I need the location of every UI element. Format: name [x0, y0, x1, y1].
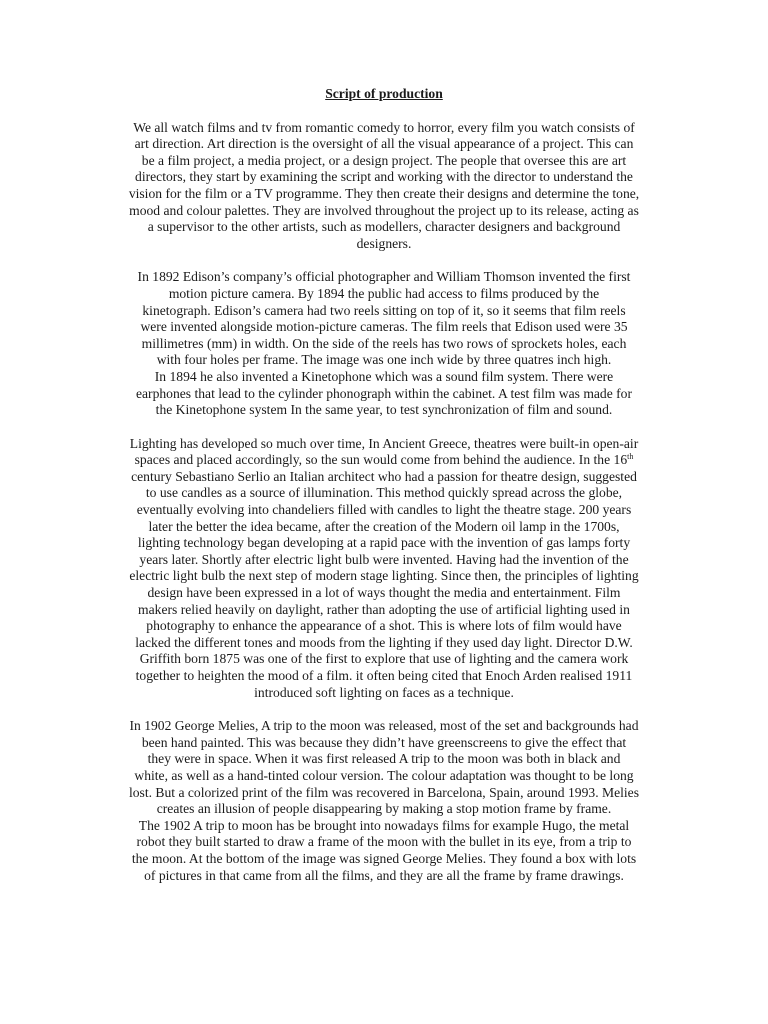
text-line: photography to enhance the appearance of a shot. This is where lots of film would have	[146, 618, 622, 634]
text-line: they were in space. When it was first released A trip to the moon was both in black and	[147, 751, 621, 767]
text-line: white, as well as a hand-tinted colour version. The colour adaptation was thought to be long	[134, 767, 634, 783]
text-line	[90, 452, 678, 469]
ordinal-superscript: th	[627, 452, 634, 462]
text-line: vision for the film or a TV programme. They then create their designs and determine the tone,	[128, 185, 640, 201]
document-page	[90, 86, 678, 901]
text-line: In 1894 he also invented a Kinetophone which was a sound film system. There were	[154, 368, 614, 384]
text-line: motion picture camera. By 1894 the public had access to films produced by the	[168, 285, 600, 301]
text-line: years later. Shortly after electric light bulb were invented. Having had the invention of the	[139, 551, 629, 567]
text-line: kinetograph. Edison’s camera had two reels sitting on top of it, so it seems that film reels	[142, 302, 626, 318]
text-line: lost. But a colorized print of the film was recovered in Barcelona, Spain, around 1993. Melies	[128, 784, 639, 800]
text-line: electric light bulb the next step of modern stage lighting. Since then, the principles of lighting	[129, 568, 639, 584]
text-line: eventually evolving into chandeliers filled with candles to light the theatre stage. 200 years	[136, 502, 632, 518]
text-line: designers.	[356, 235, 412, 251]
paragraph-melies	[90, 718, 678, 884]
text-line: In 1892 Edison’s company’s official photographer and William Thomson invented the first	[137, 269, 631, 285]
text-line: Lighting has developed so much over time, In Ancient Greece, theatres were built-in open-air	[129, 435, 639, 451]
text-line: of pictures in that came from all the films, and they are all the frame by frame drawings.	[144, 867, 624, 883]
text-line: robot they built started to draw a frame of the moon with the bullet in its eye, from a trip to	[136, 834, 632, 850]
paragraph-lighting	[90, 436, 678, 702]
text-line: Griffith born 1875 was one of the first to explore that use of lighting and the camera work	[139, 651, 629, 667]
text-line: art direction. Art direction is the oversight of all the visual appearance of a project. This can	[134, 136, 634, 152]
text-line: were invented alongside motion-picture cameras. The film reels that Edison used were 35	[140, 319, 628, 335]
text-line: makers relied heavily on daylight, rather than adopting the use of artificial lighting used in	[138, 601, 630, 617]
text-fragment: spaces and placed accordingly, so the sun would come from behind the audience. In the 16	[134, 452, 628, 468]
text-line: The 1902 A trip to moon has be brought into nowadays films for example Hugo, the metal	[138, 817, 630, 833]
text-line: lacked the different tones and moods from the lighting if they used day light. Director D.W.	[135, 634, 633, 650]
text-line: design have been expressed in a lot of ways thought the media and entertainment. Film	[147, 585, 621, 601]
document-title: Script of production	[325, 86, 443, 101]
text-line: be a film project, a media project, or a design project. The people that oversee this are art	[141, 152, 627, 168]
text-line: to use candles as a source of illumination. This method quickly spread across the globe,	[145, 485, 623, 501]
text-line: the moon. At the bottom of the image was signed George Melies. They found a box with lots	[131, 850, 637, 866]
text-line: later the better the idea became, after the creation of the Modern oil lamp in the 1700s,	[148, 518, 620, 534]
text-line: directors, they start by examining the script and working with the director to understand the	[135, 169, 633, 185]
text-line: lighting technology began developing at a rapid pace with the invention of gas lamps forty	[137, 535, 631, 551]
text-line: millimetres (mm) in width. On the side of the reels has two rows of sprockets holes, each	[141, 335, 627, 351]
text-line: mood and colour palettes. They are involved throughout the project up to its release, acting as	[129, 202, 639, 218]
text-line: introduced soft lighting on faces as a technique.	[254, 684, 514, 700]
text-line: been hand painted. This was because they didn’t have greenscreens to give the effect that	[141, 734, 627, 750]
paragraph-art-direction	[90, 120, 678, 253]
text-line: creates an illusion of people disappearing by making a stop motion frame by frame.	[156, 801, 612, 817]
text-line: a supervisor to the other artists, such as modellers, character designers and background	[147, 219, 621, 235]
text-line: In 1902 George Melies, A trip to the moon was released, most of the set and backgrounds had	[129, 718, 639, 734]
text-line: with four holes per frame. The image was one inch wide by three quatres inch high.	[156, 352, 612, 368]
text-line: We all watch films and tv from romantic comedy to horror, every film you watch consists of	[133, 119, 635, 135]
text-line: earphones that lead to the cylinder phonograph within the cabinet. A test film was made for	[135, 385, 633, 401]
text-line: together to heighten the mood of a film. it often being cited that Enoch Arden realised 1911	[135, 668, 633, 683]
text-line: century Sebastiano Serlio an Italian architect who had a passion for theatre design, suggested	[131, 468, 637, 484]
text-line: the Kinetophone system In the same year, to test synchronization of film and sound.	[155, 402, 613, 418]
paragraph-edison	[90, 269, 678, 418]
